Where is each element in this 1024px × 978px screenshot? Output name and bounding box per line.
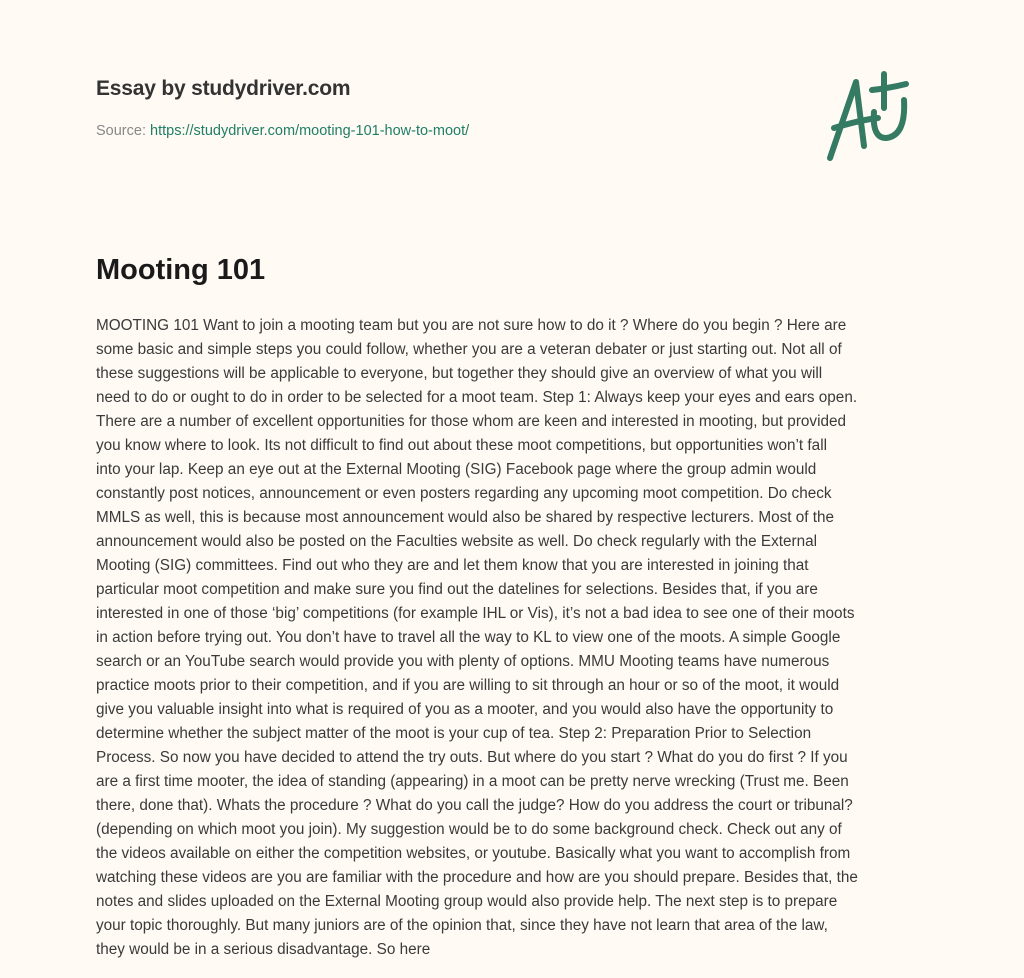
a-plus-logo-icon (820, 68, 930, 168)
essay-line: give you valuable insight into what is required of you as a mooter, and you would also have the opportunity to (96, 701, 834, 718)
source-line (96, 123, 469, 139)
essay-line: these suggestions will be applicable to everyone, but together they should give an overview of what you will (96, 365, 823, 382)
essay-line: there, done that). Whats the procedure ? What do you call the judge? How do you address the court or tribunal? (96, 797, 853, 814)
essay-line: (depending on which moot you join). My suggestion would be to do some background check. Check out any of (96, 821, 842, 838)
essay-title: Mooting 101 (96, 254, 266, 286)
essay-line: you know where to look. Its not difficult to find out about these moot competitions, but opportunities won’t fall (96, 437, 827, 454)
essay-line: announcement would also be posted on the Faculties website as well. Do check regularly with the External (96, 533, 818, 550)
essay-line: There are a number of excellent opportunities for those whom are keen and interested in mooting, but provided (96, 413, 846, 430)
essay-line: search or an YouTube search would provide you with plenty of options. MMU Mooting teams have numerous (96, 653, 830, 670)
essay-line: some basic and simple steps you could follow, whether you are a veteran debater or just starting out. Not all of (96, 341, 842, 358)
essay-line: watching these videos are you are familiar with the procedure and how are you should prepare. Besides that, the (96, 869, 858, 886)
essay-line: MOOTING 101 Want to join a mooting team but you are not sure how to do it ? Where do you begin ? Here are (96, 317, 847, 334)
site-brand: Essay by studydriver.com (96, 77, 351, 100)
essay-line: interested in one of those ‘big’ competitions (for example IHL or Vis), it’s not a bad idea to see one of their moots (96, 605, 855, 622)
essay-line: into your lap. Keep an eye out at the External Mooting (SIG) Facebook page where the group admin would (96, 461, 817, 478)
essay-line: determine whether the subject matter of the moot is your cup of tea. Step 2: Preparation Prior to Selection (96, 725, 812, 742)
essay-line: particular moot competition and make sure you find out the datelines for selections. Besides that, if you are (96, 581, 818, 598)
essay-line: notes and slides uploaded on the External Mooting group would also provide help. The next step is to prepare (96, 893, 838, 910)
essay-line: practice moots prior to their competition, and if you are willing to sit through an hour or so of the moot, it would (96, 677, 840, 694)
source-link[interactable]: https://studydriver.com/mooting-101-how-to-moot/ (150, 123, 470, 139)
essay-line: MMLS as well, this is because most announcement would also be shared by respective lecturers. Most of the (96, 509, 835, 526)
source-label: Source: (96, 123, 146, 139)
essay-line: Process. So now you have decided to attend the try outs. But where do you start ? What do you do first ? If you (96, 749, 848, 766)
essay-line: Mooting (SIG) committees. Find out who they are and let them know that you are interested in joining that (96, 557, 809, 574)
essay-line: need to do or ought to do in order to be selected for a moot team. Step 1: Always keep your eyes and ears open. (96, 389, 858, 406)
essay-line: the videos available on either the competition websites, or youtube. Basically what you want to accomplish from (96, 845, 851, 862)
essay-line: in action before trying out. You don’t have to travel all the way to KL to view one of the moots. A simple Google (96, 629, 841, 646)
essay-line: constantly post notices, announcement or even posters regarding any upcoming moot competition. Do check (96, 485, 832, 502)
essay-line: your topic thoroughly. But many juniors are of the opinion that, since they have not learn that area of the law, (96, 917, 828, 934)
essay-line: are a first time mooter, the idea of standing (appearing) in a moot can be pretty nerve wrecking (Trust me. Been (96, 773, 849, 790)
essay-body (96, 314, 936, 962)
essay-line: they would be in a serious disadvantage. So here (96, 941, 431, 958)
